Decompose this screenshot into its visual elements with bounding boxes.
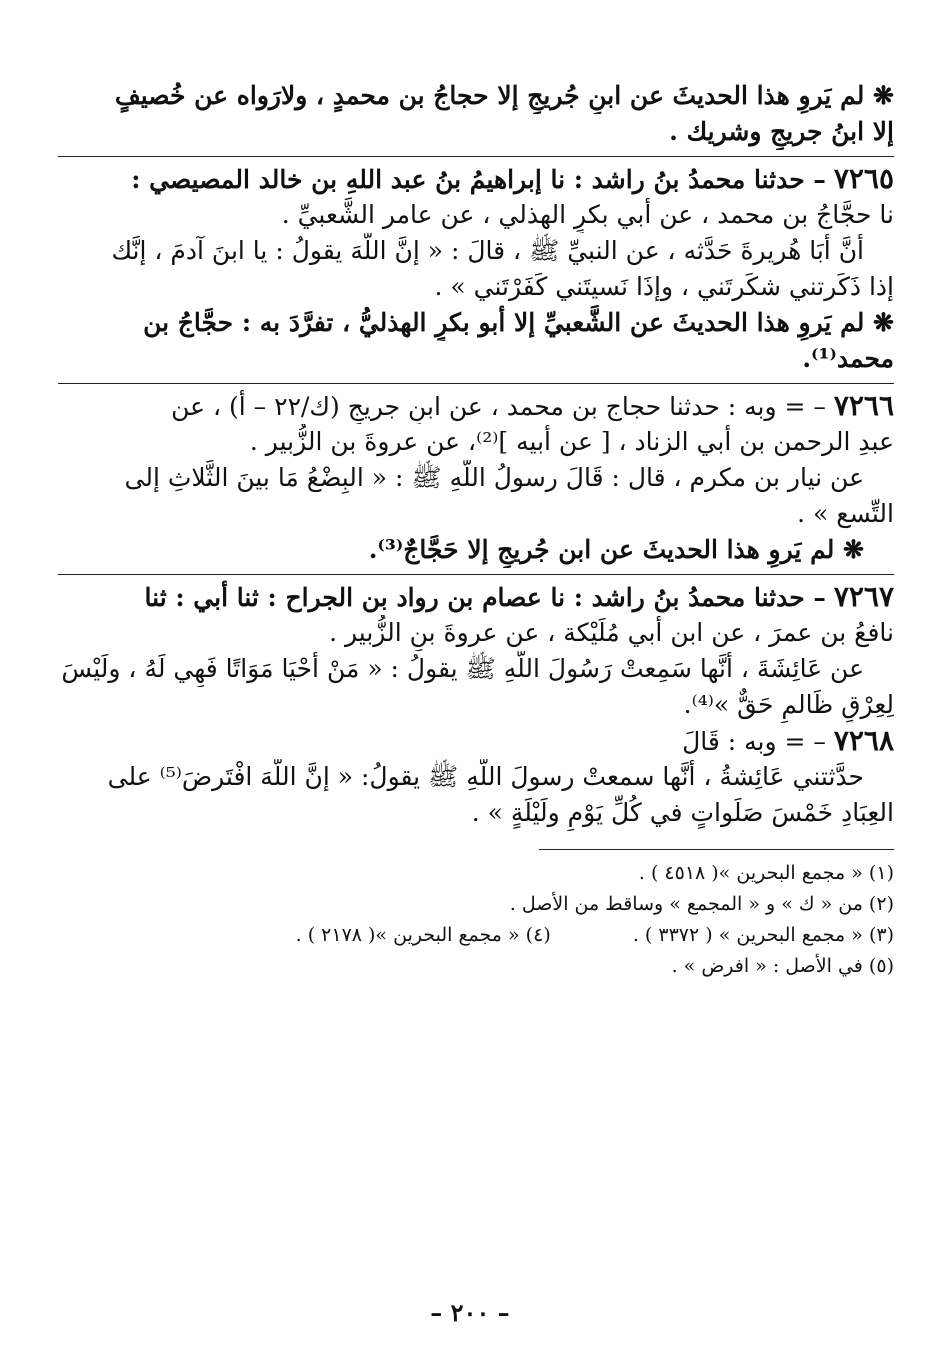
hadith-line: إذا ذَكَرتني شكَرتَني ، وإذَا نَسيتَني كَفَرْتَني » . (434, 272, 894, 301)
footnotes (58, 858, 894, 982)
hadith-line: عن عَائِشَةَ ، أنَّها سَمِعتْ رَسُولَ اللَّهِ ﷺ يقولُ : « مَنْ أحْيَا مَوَاتًا فَهِي لَهُ ، ولَيْسَ (61, 654, 864, 683)
hadith-number: ٧٢٦٦ (833, 389, 894, 422)
footnote-row (58, 920, 894, 951)
footnote-5: (٥) في الأصل : « افرض » . (671, 955, 894, 977)
hadith-7267 (58, 579, 894, 723)
hadith-text: – = وبه : قَالَ (682, 727, 826, 756)
page-body (58, 78, 894, 982)
hadith-line: عبدِ الرحمن بن أبي الزناد ، [ عن أبيه ]⁽²⁾، عن عروةَ بن الزُّبير . (249, 427, 894, 456)
hadith-text: – حدثنا محمدُ بنُ راشد : نا عصام بن رواد بن الجراح : ثنا أبي : ثنا (144, 583, 826, 612)
footnote-2: (٢) من « ك » و « المجمع » وساقط من الأصل . (509, 893, 894, 915)
hadith-7268 (58, 723, 894, 831)
hadith-text: – حدثنا محمدُ بنُ راشد : نا إبراهيمُ بنُ عبد اللهِ بن خالد المصيصي : (131, 165, 826, 194)
footnote-4: (٤) « مجمع البحرين »( ٢١٧٨ ) . (295, 924, 551, 946)
hadith-7265 (58, 161, 894, 377)
page-number: – ٢٠٠ – (430, 1298, 510, 1327)
footnote-3: (٣) « مجمع البحرين » ( ٣٣٧٢ ) . (632, 924, 894, 946)
hadith-line: عن نيار بن مكرم ، قال : قَالَ رسولُ اللَّهِ ﷺ : « البِضْعُ مَا بينَ الثَّلاثِ إلى (124, 463, 864, 492)
hadith-line: حدَّثتني عَائِشةُ ، أنَّها سمعتْ رسولَ اللَّهِ ﷺ يقولُ: « إنَّ اللَّهَ افْتَرضَ⁽⁵⁾ على (107, 762, 864, 791)
commentary-line: ❋ لم يَروِ هذا الحديثَ عن الشَّعبيِّ إلا أبو بكرٍ الهذليُّ ، تفرَّدَ به : حجَّاجُ بن (143, 308, 894, 337)
hadith-line (58, 579, 894, 615)
hadith-line (58, 723, 894, 759)
hadith-line: العِبَادِ خَمْسَ صَلَواتٍ في كُلِّ يَوْمٍ ولَيْلَةٍ » . (471, 798, 894, 827)
commentary-block-1 (58, 78, 894, 150)
hadith-line (58, 161, 894, 197)
section-rule (58, 574, 894, 575)
hadith-text: – = وبه : حدثنا حجاج بن محمد ، عن ابنِ جريجٍ (ك/٢٢ – أ) ، عن (171, 392, 826, 421)
section-rule (58, 383, 894, 384)
hadith-number: ٧٢٦٨ (833, 724, 894, 757)
hadith-line: نافعُ بن عمرَ ، عن ابن أبي مُلَيْكة ، عن عروةَ بنِ الزُّبير . (329, 618, 894, 647)
hadith-number: ٧٢٦٧ (833, 580, 894, 613)
hadith-line: التِّسع » . (797, 499, 894, 528)
hadith-line: أنَّ أبَا هُريرةَ حَدَّثه ، عن النبيِّ ﷺ ، قالَ : « إنَّ اللَّهَ يقولُ : يا ابنَ آدمَ ، إنَّك (111, 236, 864, 265)
footnote-separator (539, 849, 894, 850)
commentary-line: إلا ابنُ جريجٍ وشريك . (669, 117, 894, 146)
commentary-line: محمد⁽¹⁾. (802, 344, 894, 373)
section-rule (58, 156, 894, 157)
commentary-line: ❋ لم يَروِ هذا الحديثَ عن ابنِ جُريجٍ إلا حجاجُ بن محمدٍ ، ولارَواه عن خُصيفٍ (114, 81, 894, 110)
hadith-number: ٧٢٦٥ (833, 162, 894, 195)
hadith-line (58, 388, 894, 424)
hadith-line: نا حجَّاجُ بن محمد ، عن أبي بكرٍ الهذلي ، عن عامر الشَّعبيِّ . (281, 200, 894, 229)
hadith-line: لِعِرْقٍ ظَالمٍ حَقٌّ »⁽⁴⁾. (683, 690, 894, 719)
footnote-1: (١) « مجمع البحرين »( ٤٥١٨ ) . (638, 862, 894, 884)
hadith-7266 (58, 388, 894, 568)
commentary-line: ❋ لم يَروِ هذا الحديثَ عن ابن جُريجٍ إلا حَجَّاجٌ⁽³⁾. (368, 535, 864, 564)
